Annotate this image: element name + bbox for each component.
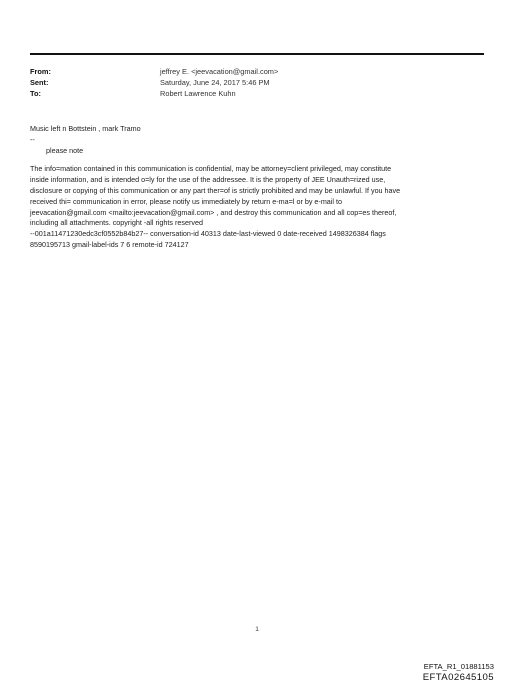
disclaimer-line: jeevacation@gmail.com <mailto:jeevacation@gmail.com> , and destroy this communication and all cop=es thereof, — [30, 207, 397, 217]
page-number: 1 — [255, 626, 259, 633]
efta-r1-id: EFTA_R1_01881153 — [423, 662, 494, 671]
disclaimer-line: The info=mation contained in this communication is confidential, may be attorney=client privileged, may constitute — [30, 164, 392, 174]
header-rule — [30, 53, 484, 55]
body-separator: -- — [30, 134, 35, 144]
efta-id: EFTA02645105 — [422, 672, 494, 683]
sent-value: Saturday, June 24, 2017 5:46 PM — [160, 78, 270, 87]
bates-footer — [423, 662, 494, 683]
disclaimer-line: disclosure or copying of this communication or any part ther=of is strictly prohibited and may be unlawful. If you have — [30, 185, 401, 195]
disclaimer-line: including all attachments. copyright -all rights reserved — [30, 218, 203, 228]
from-value: jeffrey E. <jeevacation@gmail.com> — [160, 67, 279, 76]
to-value: Robert Lawrence Kuhn — [160, 89, 236, 98]
sent-row — [30, 77, 484, 88]
from-row — [30, 66, 484, 77]
disclaimer-line: received thi= communication in error, please notify us immediately by return e-ma=l or by e-mail to — [30, 196, 342, 206]
body-line-music: Music left n Bottstein , mark Tramo — [30, 124, 141, 133]
body-note: please note — [46, 145, 84, 155]
metadata-line: 8590195713 gmail-label-ids 7 6 remote-id 724127 — [30, 239, 189, 249]
disclaimer-line: inside information, and is intended o=ly for the use of the addressee. It is the property of JEE Unauth=rized use, — [30, 175, 386, 185]
sent-label: Sent: — [30, 78, 49, 87]
email-body — [30, 124, 484, 251]
from-label: From: — [30, 67, 51, 76]
to-label: To: — [30, 89, 41, 98]
confidentiality-disclaimer — [30, 164, 484, 250]
to-row — [30, 88, 484, 99]
metadata-line: --001a11471230edc3cf0552b84b27-- conversation-id 40313 date-last-viewed 0 date-received 1498326384 flags — [30, 229, 386, 239]
email-header — [30, 66, 484, 99]
